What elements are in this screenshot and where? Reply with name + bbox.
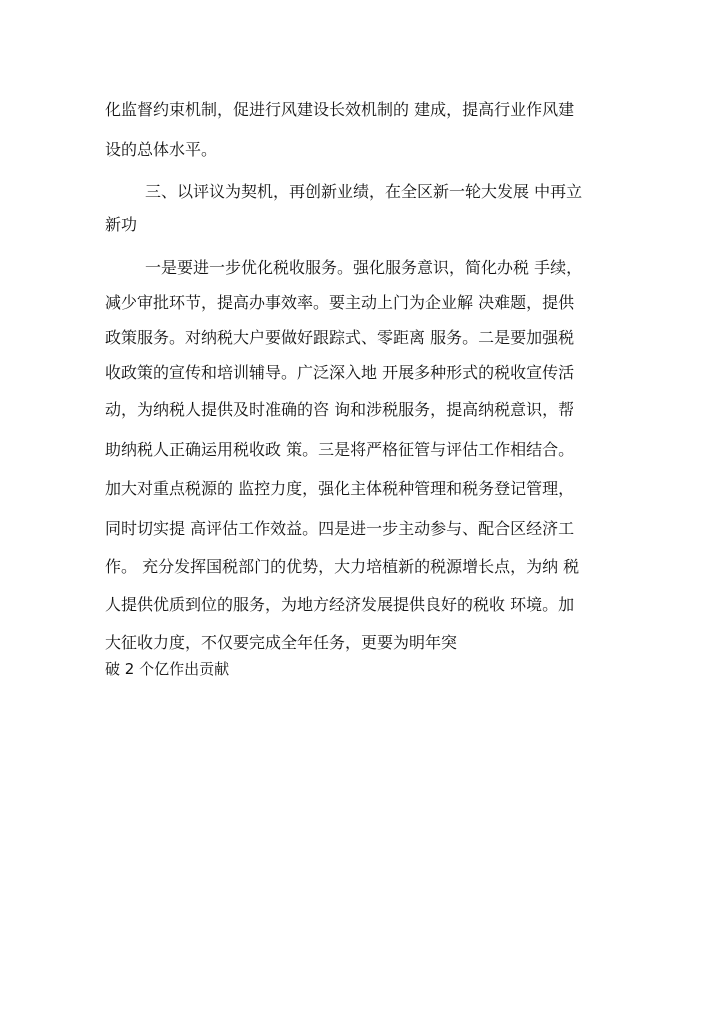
paragraph-line: 作。 充分发挥国税部门的优势，大力培植新的税源增长点，为纳 税 [105, 557, 580, 576]
section-heading-line: 新功 [105, 215, 138, 234]
paragraph-line: 同时切实提 高评估工作效益。四是进一步主动参与、配合区经济工 [105, 519, 575, 538]
paragraph-line: 设的总体水平。 [105, 140, 218, 159]
paragraph-line: 政策服务。对纳税大户要做好跟踪式、零距离 服务。二是要加强税 [105, 328, 575, 347]
paragraph-line: 破 2 个亿作出贡献 [105, 660, 230, 678]
paragraph-line: 大征收力度，不仅要完成全年任务，更要为明年突 [105, 633, 458, 652]
paragraph-line: 收政策的宣传和培训辅导。广泛深入地 开展多种形式的税收宣传活 [105, 363, 575, 382]
paragraph-line: 动，为纳税人提供及时准确的咨 询和涉税服务，提高纳税意识，帮 [105, 400, 575, 419]
paragraph-line: 减少审批环节，提高办事效率。要主动上门为企业解 决难题，提供 [105, 293, 575, 312]
paragraph-line: 一是要进一步优化税收服务。强化服务意识，简化办税 手续， [145, 258, 583, 277]
section-heading-line: 三、以评议为契机，再创新业绩，在全区新一轮大发展 中再立 [145, 182, 583, 201]
paragraph-line: 加大对重点税源的 监控力度，强化主体税种管理和税务登记管理， [105, 479, 575, 498]
paragraph-line: 人提供优质到位的服务，为地方经济发展提供良好的税收 环境。加 [105, 595, 575, 614]
paragraph-line: 化监督约束机制，促进行风建设长效机制的 建成，提高行业作风建 [105, 100, 575, 119]
paragraph-line: 助纳税人正确运用税收政 策。三是将严格征管与评估工作相结合。 [105, 440, 575, 459]
